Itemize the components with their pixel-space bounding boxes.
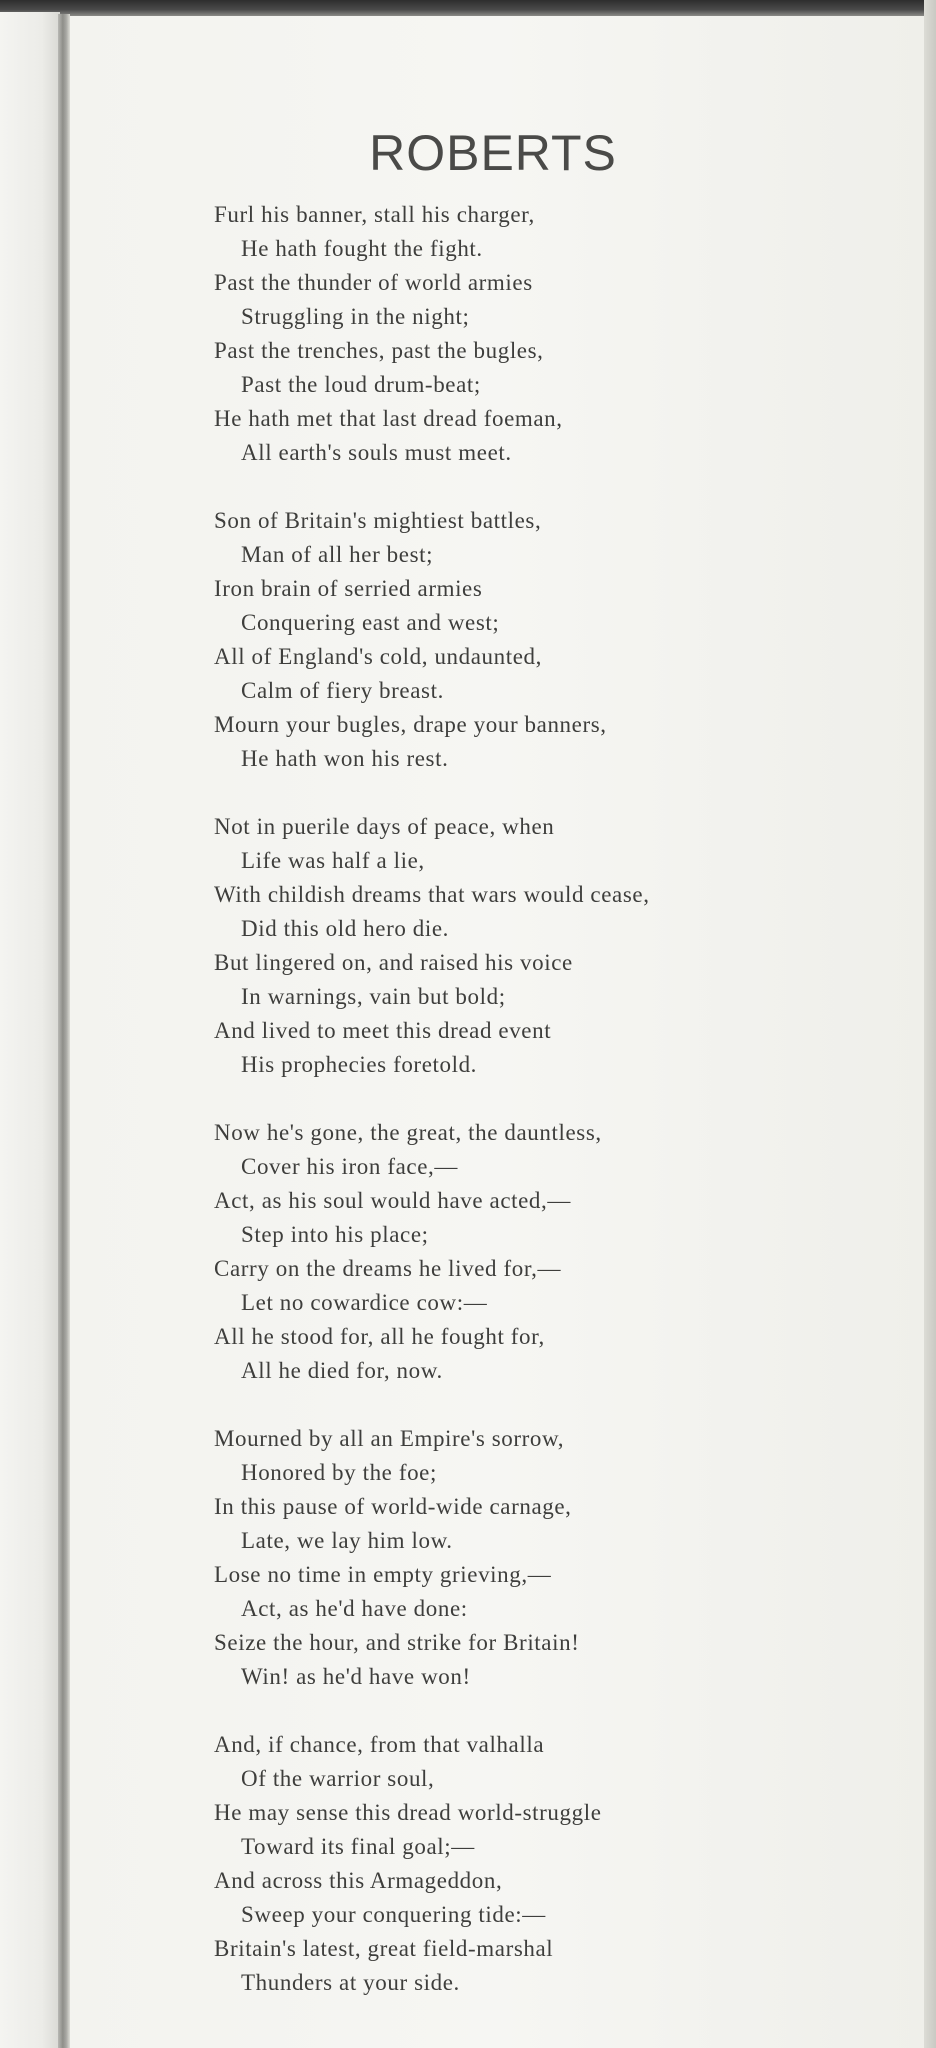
poem-line: Now he's gone, the great, the dauntless,: [214, 1120, 602, 1145]
poem-line: Furl his banner, stall his charger,: [214, 202, 535, 227]
poem-line: Late, we lay him low.: [241, 1528, 453, 1553]
poem-line: Honored by the foe;: [241, 1460, 437, 1485]
poem-line: Calm of fiery breast.: [241, 678, 444, 703]
poem-stanza: [214, 1116, 894, 1388]
poem-stanza: [214, 810, 894, 1082]
poem-line: Let no cowardice cow:—: [241, 1290, 488, 1315]
poem-line: He may sense this dread world-struggle: [214, 1800, 602, 1825]
poem-line: Of the warrior soul,: [241, 1766, 435, 1791]
poem-line: Mourn your bugles, drape your banners,: [214, 712, 607, 737]
poem-line: All earth's souls must meet.: [241, 440, 512, 465]
poem-line: Not in puerile days of peace, when: [214, 814, 555, 839]
poem-line: Conquering east and west;: [241, 610, 500, 635]
poem-line: Carry on the dreams he lived for,—: [214, 1256, 562, 1281]
poem-line: Thunders at your side.: [241, 1970, 460, 1995]
poem-line: Life was half a lie,: [241, 848, 425, 873]
poem-line: He hath met that last dread foeman,: [214, 406, 563, 431]
poem-line: With childish dreams that wars would cease,: [214, 882, 650, 907]
poem-line: Sweep your conquering tide:—: [241, 1902, 546, 1927]
poem-line: All he died for, now.: [241, 1358, 443, 1383]
poem-line: Past the thunder of world armies: [214, 270, 533, 295]
poem-line: Man of all her best;: [241, 542, 434, 567]
poem-line: Mourned by all an Empire's sorrow,: [214, 1426, 565, 1451]
poem-line: Act, as his soul would have acted,—: [214, 1188, 571, 1213]
right-page-edge: [924, 0, 936, 2048]
poem-stanza: [214, 1422, 894, 1694]
poem-title: ROBERTS: [369, 125, 617, 181]
poem-line: All he stood for, all he fought for,: [214, 1324, 545, 1349]
poem-line: And, if chance, from that valhalla: [214, 1732, 545, 1757]
poem-line: Britain's latest, great field-marshal: [214, 1936, 554, 1961]
poem-line: Act, as he'd have done:: [241, 1596, 468, 1621]
poem-stanza: [214, 198, 894, 470]
poem-line: Did this old hero die.: [241, 916, 450, 941]
poem-line: Toward its final goal;—: [241, 1834, 475, 1859]
poem-line: Seize the hour, and strike for Britain!: [214, 1630, 580, 1655]
poem-line: But lingered on, and raised his voice: [214, 950, 573, 975]
poem-line: And lived to meet this dread event: [214, 1018, 552, 1043]
poem-line: In this pause of world-wide carnage,: [214, 1494, 572, 1519]
poem-line: Iron brain of serried armies: [214, 576, 483, 601]
poem-line: Son of Britain's mightiest battles,: [214, 508, 542, 533]
poem-line: Win! as he'd have won!: [241, 1664, 471, 1689]
poem-line: Cover his iron face,—: [241, 1154, 458, 1179]
poem-line: He hath fought the fight.: [241, 236, 483, 261]
poem-line: He hath won his rest.: [241, 746, 449, 771]
poem-body: [214, 198, 894, 2034]
poem-line: His prophecies foretold.: [241, 1052, 478, 1077]
poem-line: In warnings, vain but bold;: [241, 984, 506, 1009]
left-page-margin: [0, 12, 60, 2048]
poem-line: Past the loud drum-beat;: [241, 372, 481, 397]
scan-border-top: [0, 0, 936, 16]
poem-line: Struggling in the night;: [241, 304, 470, 329]
poem-line: Lose no time in empty grieving,—: [214, 1562, 552, 1587]
poem-line: Past the trenches, past the bugles,: [214, 338, 544, 363]
poem-stanza: [214, 504, 894, 776]
poem-stanza: [214, 1728, 894, 2000]
poem-line: All of England's cold, undaunted,: [214, 644, 542, 669]
book-binding-edge: [58, 14, 70, 2048]
poem-line: And across this Armageddon,: [214, 1868, 503, 1893]
poem-line: Step into his place;: [241, 1222, 429, 1247]
